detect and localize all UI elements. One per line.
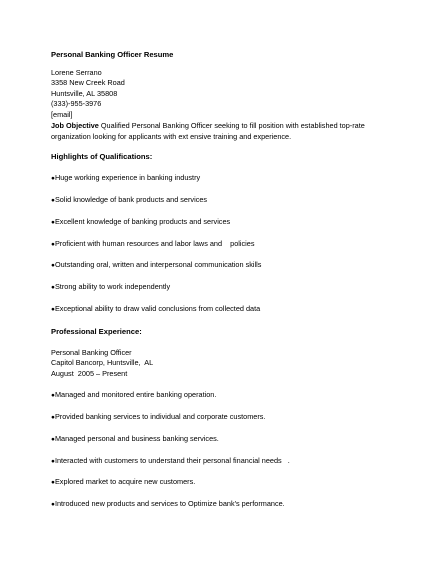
list-item: ●Excellent knowledge of banking products and services — [51, 216, 231, 226]
resume-content — [51, 50, 391, 510]
qualifications-list — [51, 173, 391, 315]
bullet-icon: ● — [51, 457, 55, 465]
contact-street: 3358 New Creek Road — [51, 78, 125, 88]
list-item: ●Strong ability to work independently — [51, 282, 171, 292]
qualifications-heading: Highlights of Qualifications: — [51, 152, 153, 162]
job-objective — [51, 121, 391, 142]
bullet-icon: ● — [51, 262, 55, 270]
list-item: ●Explored market to acquire new customers. — [51, 477, 196, 487]
list-item: ●Proficient with human resources and labor laws and policies — [51, 238, 255, 248]
job-objective-label: Job Objective — [51, 121, 99, 131]
list-item: ●Provided banking services to individual and corporate customers. — [51, 412, 266, 422]
list-item: ●Exceptional ability to draw valid conclusions from collected data — [51, 304, 261, 313]
list-item: ●Managed personal and business banking services. — [51, 433, 219, 443]
list-item: ●Managed and monitored entire banking operation. — [51, 390, 217, 400]
experience-list — [51, 390, 391, 510]
job-title: Personal Banking Officer — [51, 348, 132, 357]
contact-block — [51, 68, 391, 120]
bullet-icon: ● — [51, 414, 55, 422]
list-item: ●Interacted with customers to understand their personal financial needs . — [51, 455, 290, 465]
bullet-icon: ● — [51, 175, 55, 183]
job-objective-text: Qualified Personal Banking Officer seeking to fill position with established top-rate organization looking for applicants with ext ensive training and experience. — [51, 121, 365, 141]
bullet-icon: ● — [51, 197, 55, 205]
bullet-icon: ● — [51, 306, 55, 313]
job-company: Capitol Bancorp, Huntsville, AL — [51, 358, 154, 368]
bullet-icon: ● — [51, 284, 55, 292]
list-item: ●Introduced new products and services to Optimize bank's performance. — [51, 499, 285, 509]
contact-email: [email] — [51, 109, 73, 119]
contact-phone: (333)-955-3976 — [51, 99, 102, 109]
bullet-icon: ● — [51, 479, 55, 487]
bullet-icon: ● — [51, 435, 55, 443]
experience-heading: Professional Experience: — [51, 327, 142, 336]
contact-city: Huntsville, AL 35808 — [51, 88, 118, 98]
bullet-icon: ● — [51, 240, 55, 248]
job-dates: August 2005 – Present — [51, 368, 128, 378]
page-title: Personal Banking Officer Resume — [51, 50, 174, 59]
contact-name: Lorene Serrano — [51, 68, 102, 77]
list-item: ●Solid knowledge of bank products and services — [51, 195, 208, 205]
list-item: ●Outstanding oral, written and interpersonal communication skills — [51, 260, 262, 270]
bullet-icon: ● — [51, 501, 55, 509]
list-item: ●Huge working experience in banking industry — [51, 173, 201, 183]
bullet-icon: ● — [51, 392, 55, 400]
bullet-icon: ● — [51, 218, 55, 226]
job-block — [51, 348, 391, 379]
